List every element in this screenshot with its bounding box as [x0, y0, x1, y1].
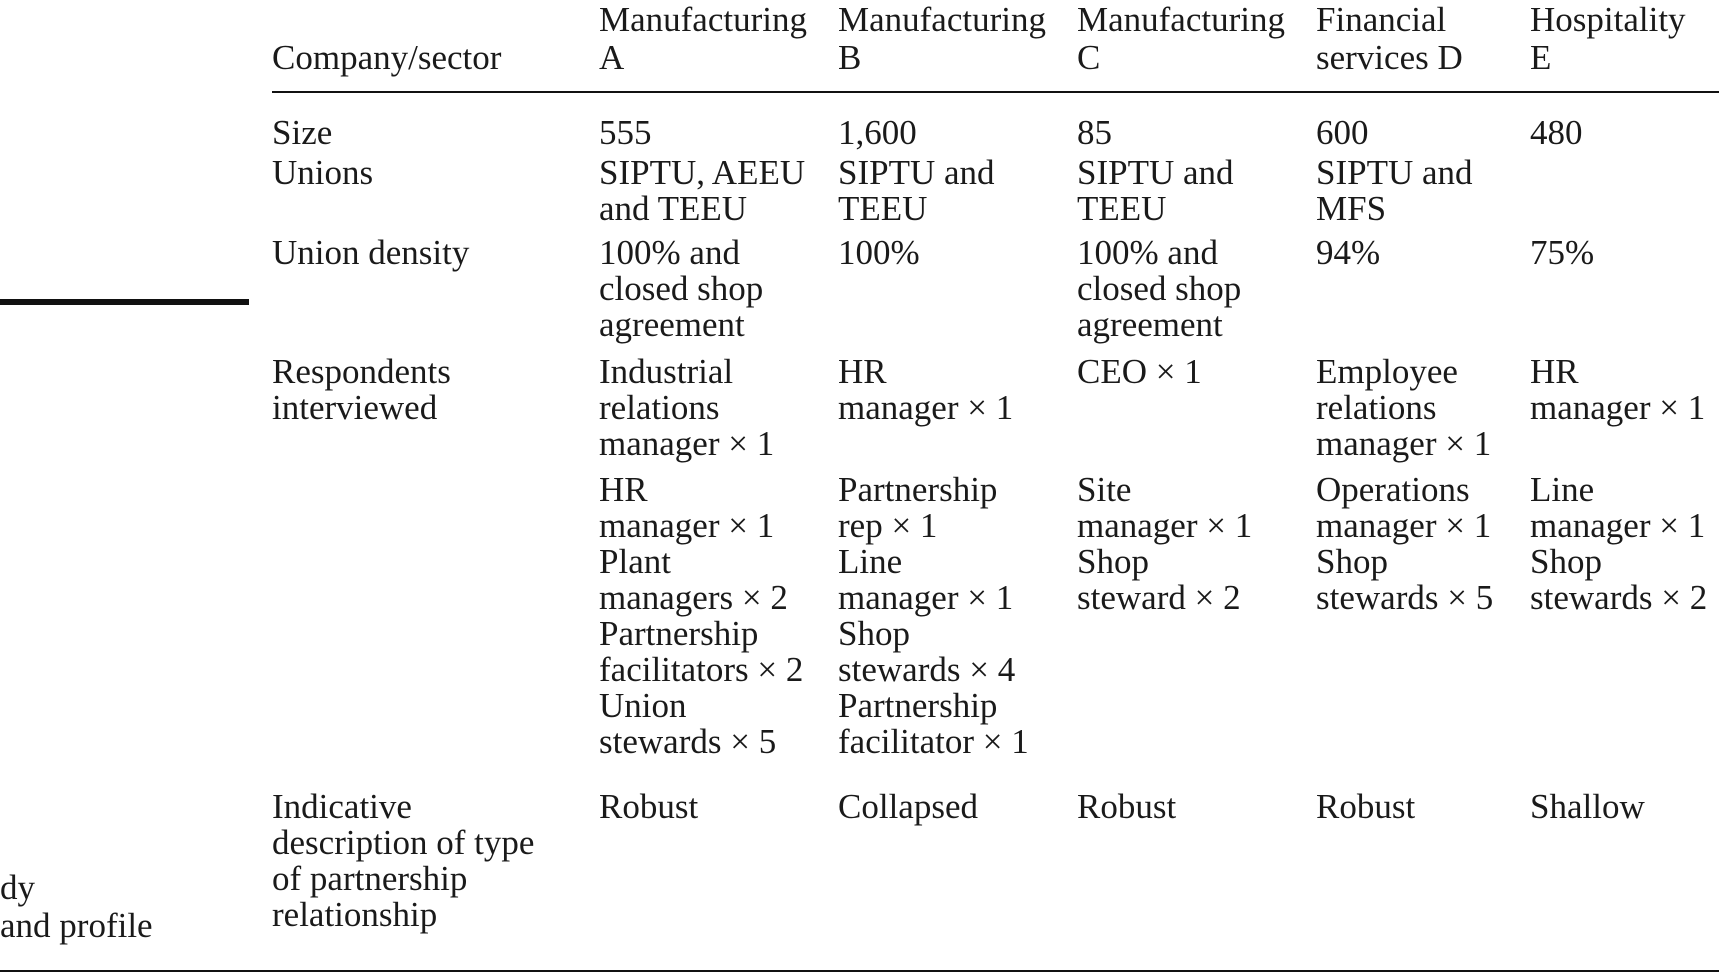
- cell-line: Unions: [272, 153, 374, 192]
- cell-line: relations: [1316, 388, 1437, 427]
- cell-line: of partnership: [272, 859, 468, 898]
- cell-line: 85: [1077, 113, 1112, 152]
- table-cell-company-b: [838, 155, 995, 227]
- cell-line: Industrial: [599, 352, 734, 391]
- table-cell-company-d: [1316, 155, 1473, 227]
- table-caption: [0, 869, 153, 945]
- table-cell-company-c: [1077, 472, 1252, 616]
- cell-line: Size: [272, 113, 333, 152]
- cell-line: 94%: [1316, 233, 1381, 272]
- cell-line: manager × 1: [838, 388, 1014, 427]
- header-line: C: [1077, 38, 1101, 77]
- table-cell-company-c: [1077, 115, 1112, 151]
- cell-line: agreement: [599, 305, 745, 344]
- table-cell-company-e: [1530, 472, 1707, 616]
- cell-line: Employee: [1316, 352, 1458, 391]
- cell-line: Operations: [1316, 470, 1470, 509]
- cell-line: Partnership: [838, 686, 998, 725]
- header-line: B: [838, 38, 862, 77]
- cell-line: Collapsed: [838, 787, 978, 826]
- cell-line: 1,600: [838, 113, 917, 152]
- table-cell-company-a: [599, 789, 698, 825]
- column-header-company-c: [1077, 2, 1285, 78]
- header-rule: [272, 91, 1719, 93]
- header-line: Hospitality: [1530, 0, 1686, 39]
- header-line: Manufacturing: [838, 0, 1046, 39]
- left-table-rule: [0, 299, 249, 305]
- cell-line: Line: [1530, 470, 1595, 509]
- table-cell-company-b: [838, 789, 978, 825]
- table-cell-sector-label: [272, 115, 332, 151]
- cell-line: SIPTU and: [1316, 153, 1473, 192]
- cell-line: Shop: [838, 614, 910, 653]
- table-cell-company-d: [1316, 115, 1369, 151]
- cell-line: TEEU: [838, 189, 928, 228]
- header-line: Manufacturing: [1077, 0, 1285, 39]
- cell-line: relations: [599, 388, 720, 427]
- cell-line: SIPTU, AEEU: [599, 153, 806, 192]
- cell-line: manager × 1: [599, 424, 775, 463]
- cell-line: Union density: [272, 233, 470, 272]
- cell-line: stewards × 4: [838, 650, 1016, 689]
- cell-line: facilitators × 2: [599, 650, 804, 689]
- cell-line: Robust: [1077, 787, 1177, 826]
- table-cell-company-a: [599, 155, 805, 227]
- cell-line: closed shop: [599, 269, 764, 308]
- table-cell-company-c: [1077, 235, 1241, 343]
- cell-line: Shop: [1530, 542, 1602, 581]
- cell-line: stewards × 5: [1316, 578, 1494, 617]
- bottom-rule: [0, 970, 1719, 972]
- cell-line: Shallow: [1530, 787, 1645, 826]
- table-cell-company-e: [1530, 115, 1583, 151]
- cell-line: Robust: [1316, 787, 1416, 826]
- table-cell-company-b: [838, 472, 1029, 760]
- cell-line: Indicative: [272, 787, 412, 826]
- cell-line: description of type: [272, 823, 535, 862]
- cell-line: stewards × 5: [599, 722, 777, 761]
- cell-line: Partnership: [599, 614, 759, 653]
- column-header-company-b: [838, 2, 1046, 78]
- table-cell-company-e: [1530, 354, 1705, 426]
- cell-line: manager × 1: [838, 578, 1014, 617]
- cell-line: 75%: [1530, 233, 1595, 272]
- cell-line: manager × 1: [1077, 506, 1253, 545]
- cell-line: relationship: [272, 895, 438, 934]
- header-line: A: [599, 38, 625, 77]
- cell-line: manager × 1: [599, 506, 775, 545]
- cell-line: CEO × 1: [1077, 352, 1202, 391]
- table-cell-company-e: [1530, 235, 1594, 271]
- cell-line: 555: [599, 113, 652, 152]
- table-cell-company-d: [1316, 235, 1380, 271]
- cell-line: and TEEU: [599, 189, 748, 228]
- cell-line: HR: [1530, 352, 1579, 391]
- header-line: services D: [1316, 38, 1463, 77]
- cell-line: Partnership: [838, 470, 998, 509]
- table-cell-company-d: [1316, 354, 1491, 462]
- column-header-company-a: [599, 2, 807, 78]
- table-cell-company-a: [599, 354, 774, 462]
- table-cell-company-e: [1530, 789, 1645, 825]
- cell-line: 100% and: [599, 233, 740, 272]
- cell-line: Plant: [599, 542, 671, 581]
- header-line: Financial: [1316, 0, 1447, 39]
- cell-line: rep × 1: [838, 506, 938, 545]
- cell-line: manager × 1: [1316, 424, 1492, 463]
- cell-line: 600: [1316, 113, 1369, 152]
- table-cell-company-a: [599, 472, 803, 760]
- cell-line: facilitator × 1: [838, 722, 1029, 761]
- table-cell-company-a: [599, 235, 763, 343]
- table-cell-company-c: [1077, 789, 1176, 825]
- cell-line: manager × 1: [1530, 506, 1706, 545]
- header-line: Manufacturing: [599, 0, 807, 39]
- cell-line: closed shop: [1077, 269, 1242, 308]
- column-header-company-e: [1530, 2, 1686, 78]
- cell-line: MFS: [1316, 189, 1387, 228]
- cell-line: TEEU: [1077, 189, 1167, 228]
- cell-line: SIPTU and: [1077, 153, 1234, 192]
- cell-line: Shop: [1316, 542, 1388, 581]
- table-cell-company-b: [838, 354, 1013, 426]
- header-line: [272, 2, 501, 40]
- column-header-sector-label: [272, 2, 501, 78]
- cell-line: 100% and: [1077, 233, 1218, 272]
- cell-line: 100%: [838, 233, 920, 272]
- cell-line: stewards × 2: [1530, 578, 1708, 617]
- table-cell-company-c: [1077, 155, 1234, 227]
- header-line: Company/sector: [272, 38, 502, 77]
- cell-line: agreement: [1077, 305, 1223, 344]
- cell-line: HR: [838, 352, 887, 391]
- cell-line: Line: [838, 542, 903, 581]
- column-header-company-d: [1316, 2, 1463, 78]
- caption-line: dy: [0, 868, 35, 907]
- table-cell-company-d: [1316, 472, 1493, 616]
- header-line: E: [1530, 38, 1552, 77]
- cell-line: Site: [1077, 470, 1132, 509]
- cell-line: manager × 1: [1316, 506, 1492, 545]
- cell-line: HR: [599, 470, 648, 509]
- cell-line: Shop: [1077, 542, 1149, 581]
- cell-line: manager × 1: [1530, 388, 1706, 427]
- cell-line: 480: [1530, 113, 1583, 152]
- table-cell-company-b: [838, 115, 917, 151]
- table-cell-company-b: [838, 235, 920, 271]
- cell-line: managers × 2: [599, 578, 788, 617]
- cell-line: Union: [599, 686, 687, 725]
- caption-line: and profile: [0, 906, 153, 945]
- table-cell-sector-label: [272, 789, 534, 933]
- table-cell-company-c: [1077, 354, 1202, 390]
- table-cell-company-d: [1316, 789, 1415, 825]
- cell-line: SIPTU and: [838, 153, 995, 192]
- table-cell-company-a: [599, 115, 652, 151]
- cell-line: interviewed: [272, 388, 438, 427]
- table-cell-sector-label: [272, 235, 469, 271]
- cell-line: Respondents: [272, 352, 451, 391]
- table-cell-sector-label: [272, 155, 373, 191]
- table-cell-sector-label: [272, 354, 451, 426]
- cell-line: steward × 2: [1077, 578, 1241, 617]
- cell-line: Robust: [599, 787, 699, 826]
